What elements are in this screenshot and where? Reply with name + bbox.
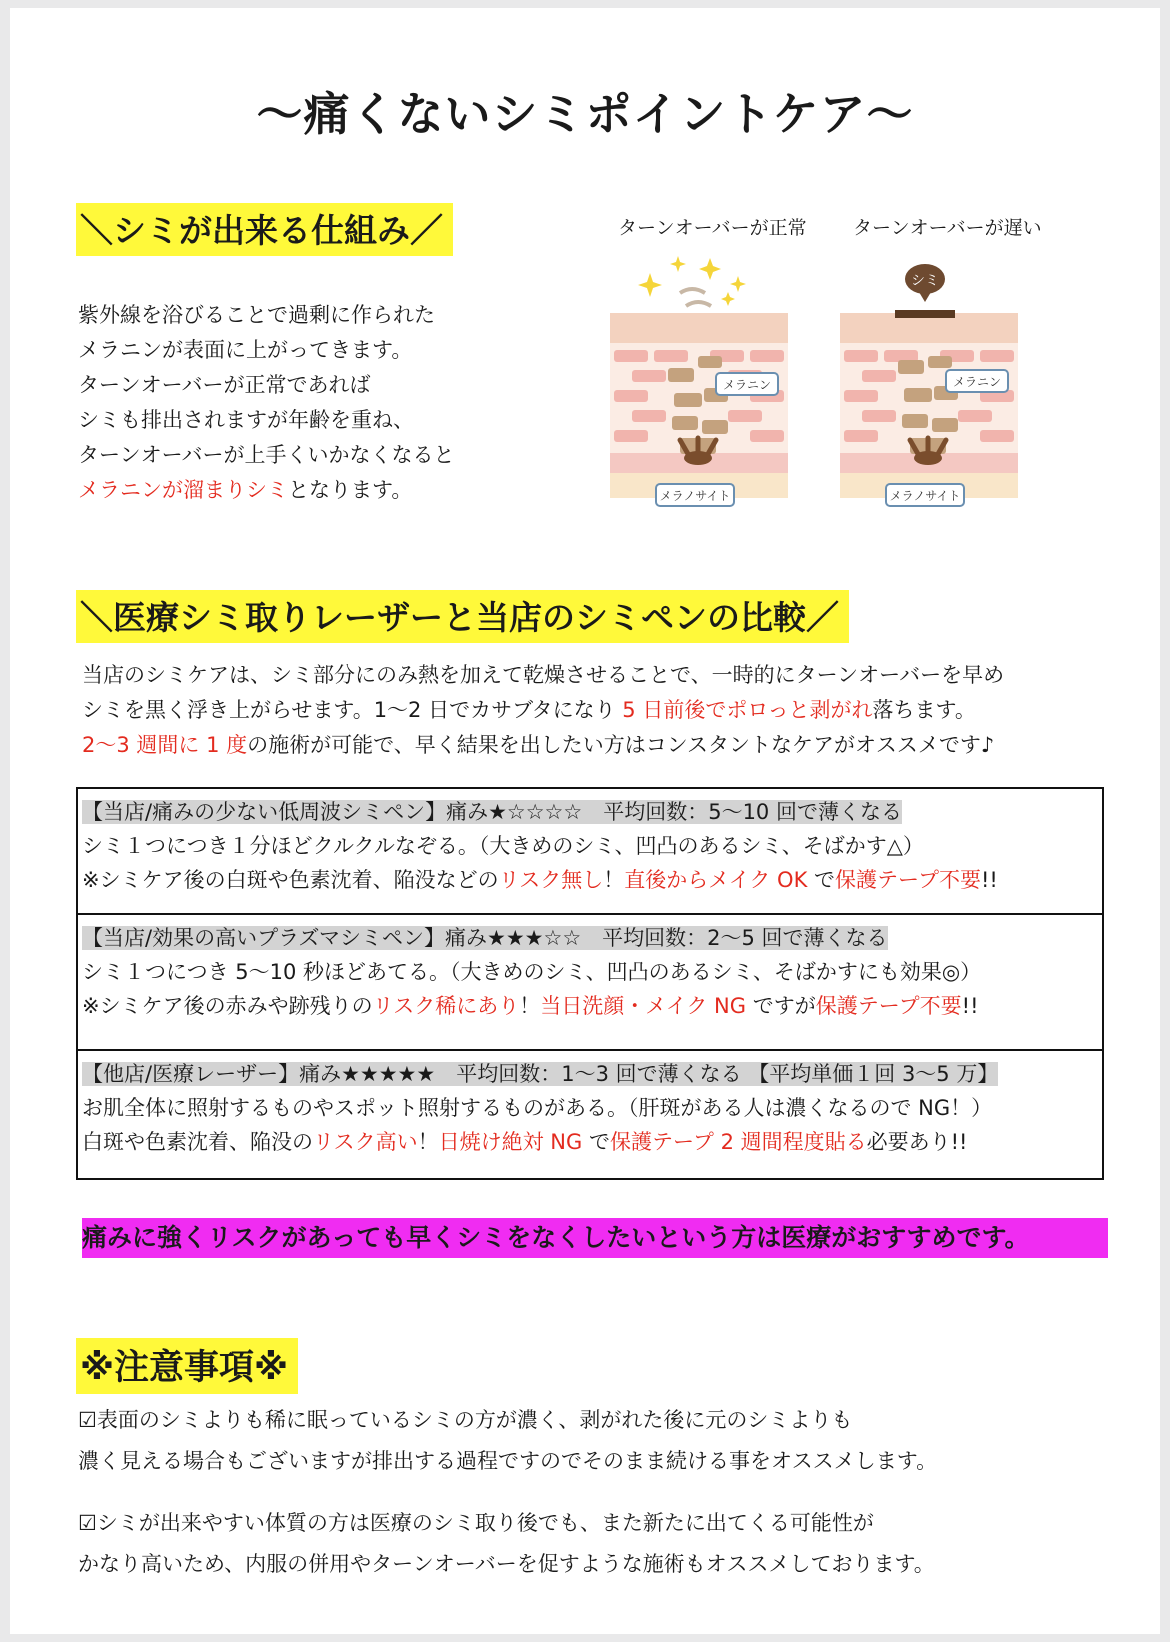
row-text: ※シミケア後の赤みや跡残りのリスク稀にあり！当日洗顔・メイク NG ですが保護テープ不要!! (82, 994, 979, 1018)
document-page (10, 8, 1160, 1634)
comparison-table (76, 787, 1104, 1180)
mechanism-line: ターンオーバーが上手くいかなくなると (78, 443, 455, 467)
note-line: 濃く見える場合もございますが排出する過程ですのでそのまま続ける事をオススメします。 (78, 1449, 938, 1473)
melanin-accumulate-text: メラニンが溜まりシミ (78, 478, 288, 502)
mechanism-line-last (78, 473, 455, 508)
row-header: 【他店/医療レーザー】痛み★★★★★ 平均回数：1〜3 回で薄くなる 【平均単価１回 3〜5 万】 (82, 1062, 999, 1086)
recommendation-banner: 痛みに強くリスクがあっても早くシミをなくしたいという方は医療がおすすめです。 (82, 1218, 1108, 1258)
table-row (78, 915, 1102, 1051)
row-text: ※シミケア後の白斑や色素沈着、陥没などのリスク無し！直後からメイク OK で保護テープ不要!! (82, 868, 998, 892)
melanocyte-tag-normal: メラノサイト (659, 489, 731, 503)
intro-text: シミを黒く浮き上がらせます。1〜2 日でカサブタになり (82, 698, 623, 722)
row-text: お肌全体に照射するものやスポット照射するものがある。（肝斑がある人は濃くなるので NG！） (82, 1096, 993, 1120)
table-row (78, 1051, 1102, 1178)
intro-line (82, 728, 1004, 763)
label-turnover-slow: ターンオーバーが遅い (853, 217, 1042, 239)
note-2 (78, 1503, 935, 1585)
table-row (78, 789, 1102, 915)
note-1 (78, 1400, 937, 1482)
melanocyte-tag-slow: メラノサイト (889, 489, 961, 503)
note-line: ☑表面のシミよりも稀に眠っているシミの方が濃く、剥がれた後に元のシミよりも (78, 1408, 853, 1432)
shimi-tag: シミ (911, 273, 939, 289)
intro-line (82, 693, 1004, 728)
sparkle-icon (638, 256, 746, 306)
melanin-tag-slow: メラニン (952, 375, 1002, 389)
note-line: かなり高いため、内服の併用やターンオーバーを促すような施術もオススメしております。 (78, 1552, 935, 1576)
mechanism-text (78, 298, 455, 508)
intro-line: 当店のシミケアは、シミ部分にのみ熱を加えて乾燥させることで、一時的にターンオーバーを早め (82, 663, 1005, 687)
skin-illustration (610, 248, 1050, 528)
row-header: 【当店/痛みの少ない低周波シミペン】痛み★☆☆☆☆ 平均回数：5〜10 回で薄くなる (82, 800, 902, 824)
intro-text: 落ちます。 (872, 698, 976, 722)
note-line: ☑シミが出来やすい体質の方は医療のシミ取り後でも、また新たに出てくる可能性が (78, 1511, 874, 1535)
mechanism-line: ターンオーバーが正常であれば (78, 373, 371, 397)
section-heading-mechanism: ＼シミが出来る仕組み／ (76, 203, 453, 256)
row-text: 白斑や色素沈着、陥没のリスク高い！日焼け絶対 NG で保護テープ 2 週間程度貼る必要あり!! (82, 1130, 968, 1154)
row-text: シミ１つにつき 5〜10 秒ほどあてる。（大きめのシミ、凹凸のあるシミ、そばかすにも効果◎） (82, 960, 982, 984)
label-turnover-normal: ターンオーバーが正常 (618, 217, 807, 239)
row-header: 【当店/効果の高いプラズマシミペン】痛み★★★☆☆ 平均回数：2〜5 回で薄くなる (82, 926, 888, 950)
page-title: 〜痛くないシミポイントケア〜 (256, 87, 914, 141)
intro-text: の施術が可能で、早く結果を出したい方はコンスタントなケアがオススメです♪ (247, 733, 995, 757)
intro-red-text: 5 日前後でポロっと剥がれ (622, 698, 873, 722)
mechanism-line: メラニンが表面に上がってきます。 (78, 338, 413, 362)
comparison-intro (82, 658, 1004, 763)
skin-block-normal (610, 313, 788, 498)
intro-red-text: 2〜3 週間に 1 度 (82, 733, 248, 757)
melanin-tag-normal: メラニン (722, 378, 772, 392)
mechanism-line: シミも排出されますが年齢を重ね、 (78, 408, 414, 432)
mechanism-line-end: となります。 (288, 478, 413, 502)
section-heading-comparison: ＼医療シミ取りレーザーと当店のシミペンの比較／ (76, 590, 849, 643)
mechanism-line: 紫外線を浴びることで過剰に作られた (78, 303, 435, 327)
notes-heading: ※注意事項※ (76, 1338, 298, 1394)
row-text: シミ１つにつき１分ほどクルクルなぞる。（大きめのシミ、凹凸のあるシミ、そばかす△） (82, 834, 924, 858)
